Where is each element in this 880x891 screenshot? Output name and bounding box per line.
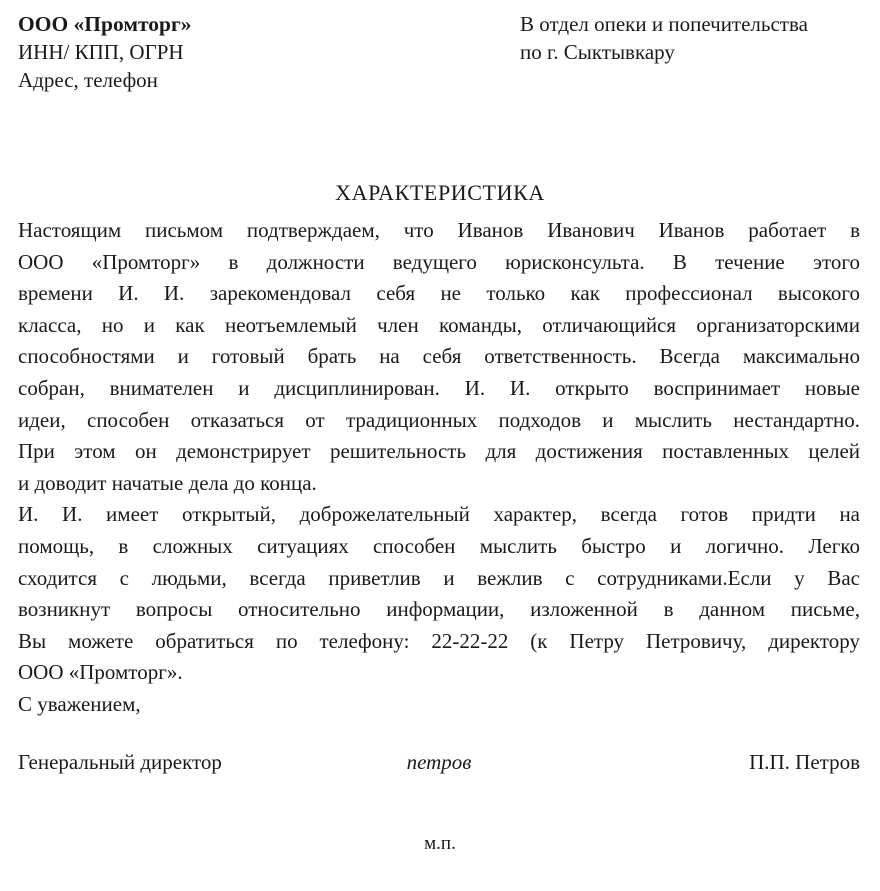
document-body xyxy=(0,215,880,721)
body-line: способностями и готовый брать на себя ответственность. Всегда максимально xyxy=(18,344,860,369)
body-line: и доводит начатые дела до конца. xyxy=(18,470,317,495)
recipient-block xyxy=(520,10,860,94)
body-line: Вы можете обратиться по телефону: 22-22-22 (к Петру Петровичу, директору xyxy=(18,628,860,653)
body-line: класса, но и как неотъемлемый член команды, отличающийся организаторскими xyxy=(18,312,860,337)
signature-name: П.П. Петров xyxy=(749,749,860,774)
body-line: собран, внимателен и дисциплинирован. И. И. открыто воспринимает новые xyxy=(18,375,860,400)
signature-autograph: петров xyxy=(406,749,472,774)
closing-line: С уважением, xyxy=(18,691,141,716)
body-line: Настоящим письмом подтверждаем, что Иванов Иванович Иванов работает в xyxy=(18,218,860,242)
body-line: сходится с людьми, всегда приветлив и вежлив с сотрудниками.Если у Вас xyxy=(18,565,860,590)
body-paragraph-2 xyxy=(18,499,860,689)
body-line: идеи, способен отказаться от традиционных подходов и мыслить нестандартно. xyxy=(18,407,860,432)
sender-block xyxy=(18,10,191,94)
sender-contacts: Адрес, телефон xyxy=(18,68,158,92)
body-line: помощь, в сложных ситуациях способен мыслить быстро и логично. Легко xyxy=(18,533,860,558)
signature-role: Генеральный директор xyxy=(18,749,222,774)
signature-row xyxy=(0,747,880,777)
recipient-line-1: В отдел опеки и попечительства xyxy=(520,12,808,36)
body-line: При этом он демонстрирует решительность для достижения поставленных целей xyxy=(18,439,860,464)
sender-company-name: ООО «Промторг» xyxy=(18,12,192,36)
body-line: ООО «Промторг». xyxy=(18,660,183,685)
body-line: ООО «Промторг» в должности ведущего юрисконсульта. В течение этого xyxy=(18,249,860,274)
body-line: И. И. имеет открытый, доброжелательный характер, всегда готов придти на xyxy=(18,502,860,527)
body-line: возникнут вопросы относительно информации, изложенной в данном письме, xyxy=(18,597,860,622)
sender-requisites: ИНН/ КПП, ОГРН xyxy=(18,40,184,64)
letterhead xyxy=(0,0,880,94)
recipient-line-2: по г. Сыктывкару xyxy=(520,40,675,64)
seal-place-mark: м.п. xyxy=(424,832,456,854)
document-title: ХАРАКТЕРИСТИКА xyxy=(335,180,545,205)
body-paragraph-1 xyxy=(18,215,860,499)
body-line: времени И. И. зарекомендовал себя не только как профессионал высокого xyxy=(18,281,860,306)
